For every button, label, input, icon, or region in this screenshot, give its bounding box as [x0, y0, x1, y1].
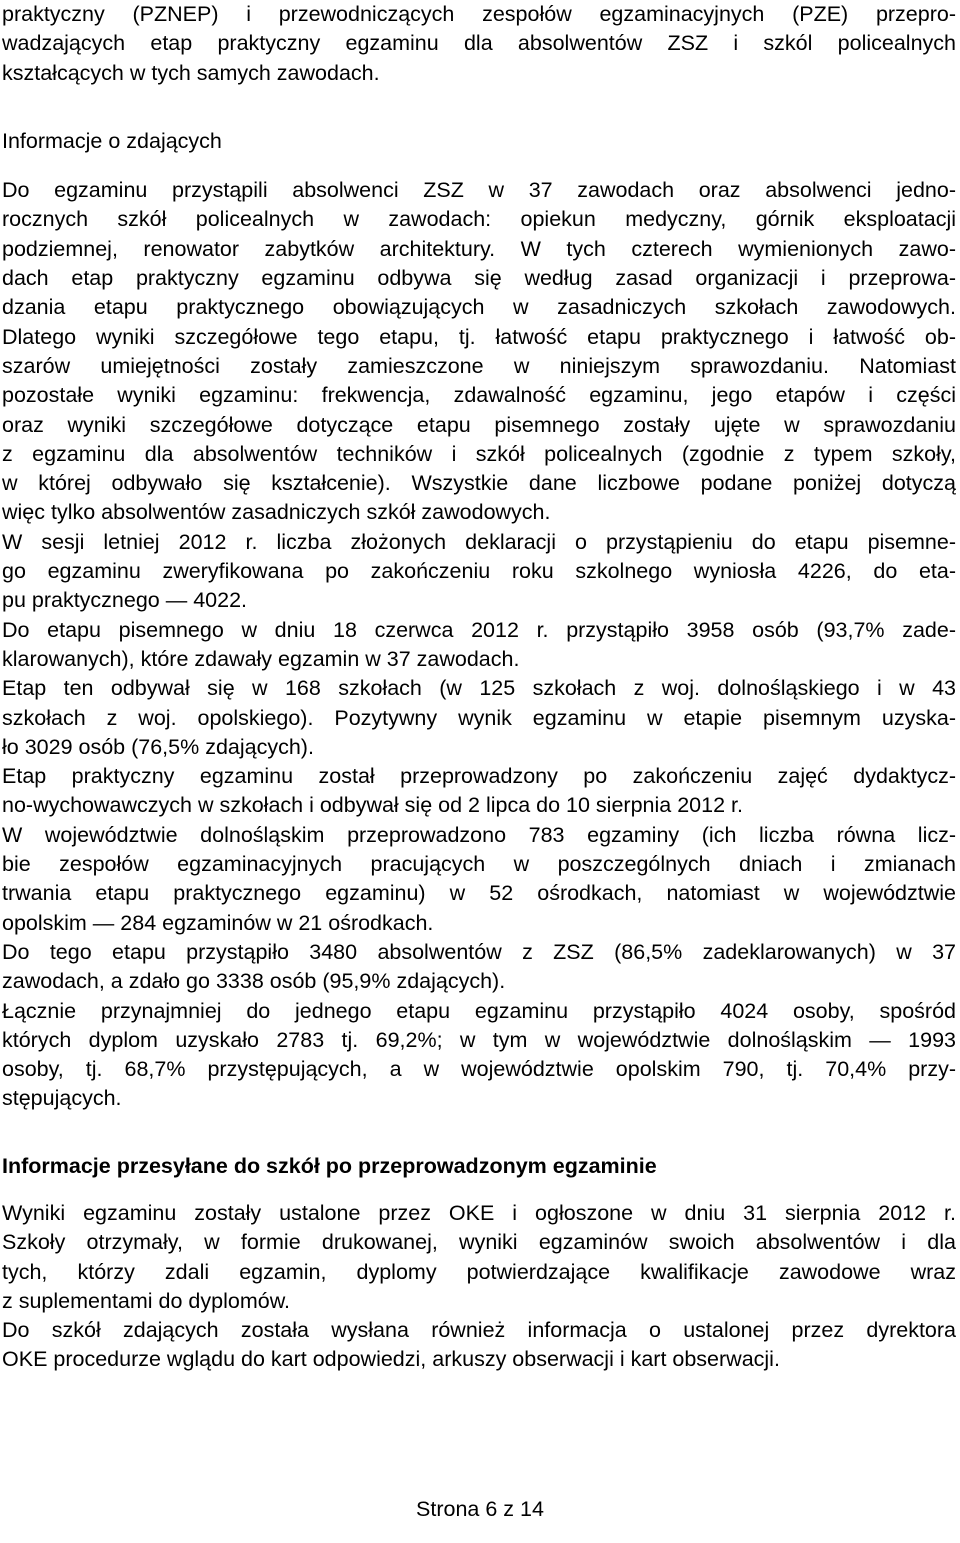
text-line: szarów umiejętności zostały zamieszczone w niniejszym sprawozdaniu. Natomiast [2, 353, 956, 378]
text-line: podziemnej, renowator zabytków architektury. W tych czterech wymienionych zawo- [2, 236, 956, 261]
text-line: dach etap praktyczny egzaminu odbywa się według zasad organizacji i przeprowa- [2, 266, 956, 291]
text-line: pu praktycznego — 4022. [2, 588, 248, 613]
text-line: tych, którzy zdali egzamin, dyplomy potwierdzające kwalifikacje zawodowe wraz [2, 1259, 956, 1284]
text-line: bie zespołów egzaminacyjnych pracujących w poszczególnych dniach i zmianach [2, 852, 956, 877]
text-line: wadzających etap praktyczny egzaminu dla absolwentów ZSZ i szkól policealnych [2, 31, 956, 56]
text-line: rocznych szkół policealnych w zawodach: opiekun medyczny, górnik eksploatacji [2, 207, 956, 232]
text-line: z egzaminu dla absolwentów techników i szkół policealnych (zgodnie z typem szkoły, [2, 441, 956, 466]
text-line: Do etapu pisemnego w dniu 18 czerwca 2012 r. przystąpiło 3958 osób (93,7% zade- [2, 617, 956, 642]
text-line: Dlatego wyniki szczegółowe tego etapu, tj. łatwość etapu praktycznego i łatwość ob- [2, 324, 956, 349]
text-line: szkołach z woj. opolskiego). Pozytywny wynik egzaminu w etapie pisemnym uzyska- [2, 705, 956, 730]
text-line: w której odbywało się kształcenie). Wszystkie dane liczbowe podane poniżej dotyczą [2, 471, 956, 496]
text-line: W województwie dolnośląskim przeprowadzono 783 egzaminy (ich liczba równa licz- [2, 822, 956, 847]
text-line: ło 3029 osób (76,5% zdających). [2, 734, 314, 759]
text-line: Do egzaminu przystąpili absolwenci ZSZ w 37 zawodach oraz absolwenci jedno- [2, 178, 956, 203]
text-line: pozostałe wyniki egzaminu: frekwencja, zdawalność egzaminu, jego etapów i części [2, 383, 956, 408]
document-page [2, 0, 956, 1375]
text-line: oraz wyniki szczegółowe dotyczące etapu pisemnego zostały ujęte w sprawozdaniu [2, 412, 956, 437]
text-line: z suplementami do dyplomów. [2, 1288, 291, 1313]
text-line: Łącznie przynajmniej do jednego etapu egzaminu przystąpiło 4024 osoby, spośród [2, 998, 956, 1023]
section-heading-informacje-przesylane: Informacje przesyłane do szkół po przeprowadzonym egzaminie [2, 1153, 657, 1178]
text-line: trwania etapu praktycznego egzaminu) w 52 ośrodkach, natomiast w województwie [2, 881, 956, 906]
text-line: no-wychowawczych w szkołach i odbywał się od 2 lipca do 10 sierpnia 2012 r. [2, 793, 743, 818]
text-line: Do szkół zdających została wysłana również informacja o ustalonej przez dyrektora [2, 1318, 956, 1343]
text-line: osoby, tj. 68,7% przystępujących, a w województwie opolskim 790, tj. 70,4% przy- [2, 1057, 956, 1082]
text-line: stępujących. [2, 1086, 122, 1111]
text-line: Szkoły otrzymały, w formie drukowanej, wyniki egzaminów swoich absolwentów i dla [2, 1230, 956, 1255]
text-line: dzania etapu praktycznego obowiązujących w zasadniczych szkołach zawodowych. [2, 295, 956, 320]
text-line: Etap ten odbywał się w 168 szkołach (w 125 szkołach z woj. dolnośląskiego i w 43 [2, 676, 956, 701]
text-line: Wyniki egzaminu zostały ustalone przez OKE i ogłoszone w dniu 31 sierpnia 2012 r. [2, 1200, 956, 1225]
text-line: Etap praktyczny egzaminu został przeprowadzony po zakończeniu zajęć dydaktycz- [2, 764, 956, 789]
section1-body [2, 176, 956, 1114]
page-number: Strona 6 z 14 [416, 1497, 544, 1521]
text-line: praktyczny (PZNEP) i przewodniczących zespołów egzaminacyjnych (PZE) przepro- [2, 2, 956, 26]
text-line: kształcących w tych samych zawodach. [2, 60, 380, 85]
text-line: więc tylko absolwentów zasadniczych szkół zawodowych. [2, 500, 551, 525]
text-line: Do tego etapu przystąpiło 3480 absolwentów z ZSZ (86,5% zadeklarowanych) w 37 [2, 939, 956, 964]
text-line: opolskim — 284 egzaminów w 21 ośrodkach. [2, 910, 434, 935]
text-line: klarowanych), które zdawały egzamin w 37 zawodach. [2, 646, 520, 671]
intro-paragraph [2, 0, 956, 88]
text-line: go egzaminu zweryfikowana po zakończeniu roku szkolnego wyniosła 4226, do eta- [2, 559, 956, 584]
text-line: W sesji letniej 2012 r. liczba złożonych deklaracji o przystąpieniu do etapu pisemne- [2, 529, 956, 554]
text-line: OKE procedurze wglądu do kart odpowiedzi, arkuszy obserwacji i kart obserwacji. [2, 1347, 780, 1372]
section2-body [2, 1199, 956, 1375]
text-line: których dyplom uzyskało 2783 tj. 69,2%; w tym w województwie dolnośląskim — 1993 [2, 1027, 956, 1052]
section-heading-zdajacy: Informacje o zdających [2, 128, 222, 153]
text-line: zawodach, a zdało go 3338 osób (95,9% zdających). [2, 969, 506, 994]
